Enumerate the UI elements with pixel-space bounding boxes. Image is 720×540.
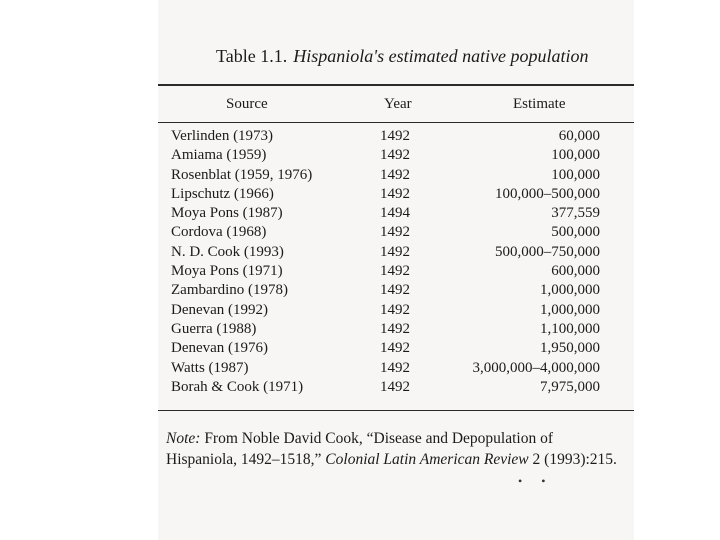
table-row	[158, 204, 634, 223]
year-cell: 1492	[380, 359, 410, 376]
estimate-cell: 1,100,000	[540, 320, 600, 337]
table-row	[158, 166, 634, 185]
year-cell: 1492	[380, 185, 410, 202]
source-cell: Moya Pons (1971)	[171, 263, 283, 280]
year-cell: 1492	[380, 166, 410, 183]
table-row	[158, 146, 634, 165]
estimate-cell: 100,000	[551, 166, 600, 183]
note-text-end: 2 (1993):215.	[528, 451, 617, 468]
table-note	[166, 428, 626, 470]
table-body	[158, 127, 634, 397]
source-cell: Denevan (1976)	[171, 340, 269, 357]
source-cell: Moya Pons (1987)	[171, 205, 283, 222]
year-cell: 1492	[380, 147, 410, 164]
source-cell: Verlinden (1973)	[171, 128, 274, 144]
estimate-cell: 7,975,000	[540, 378, 600, 395]
estimate-cell: 1,950,000	[540, 340, 600, 357]
estimate-cell: 377,559	[551, 205, 600, 222]
year-cell: 1492	[380, 263, 410, 280]
header-rule	[158, 122, 634, 123]
table-row	[158, 301, 634, 320]
table-row	[158, 127, 634, 146]
estimate-cell: 100,000–500,000	[495, 185, 600, 202]
estimate-cell: 1,000,000	[540, 282, 600, 299]
table-row	[158, 281, 634, 300]
table-row	[158, 185, 634, 204]
column-header-source: Source	[226, 96, 268, 112]
source-cell: Lipschutz (1966)	[171, 185, 274, 202]
note-label: Note:	[166, 430, 201, 447]
table-row	[158, 359, 634, 378]
source-cell: Guerra (1988)	[171, 320, 257, 337]
year-cell: 1492	[380, 320, 410, 337]
book-page	[158, 0, 634, 540]
estimate-cell: 1,000,000	[540, 301, 600, 318]
estimate-cell: 500,000–750,000	[495, 243, 600, 260]
year-cell: 1492	[380, 340, 410, 357]
print-specks: • •	[518, 474, 554, 488]
table-row	[158, 262, 634, 281]
year-cell: 1494	[380, 205, 410, 222]
source-cell: Amiama (1959)	[171, 147, 267, 164]
source-cell: N. D. Cook (1993)	[171, 243, 284, 260]
source-cell: Rosenblat (1959, 1976)	[171, 166, 313, 183]
year-cell: 1492	[380, 128, 410, 144]
source-cell: Borah & Cook (1971)	[171, 378, 304, 395]
estimate-cell: 100,000	[551, 147, 600, 164]
source-cell: Cordova (1968)	[171, 224, 267, 241]
bottom-rule	[158, 410, 634, 411]
table-row	[158, 223, 634, 242]
year-cell: 1492	[380, 301, 410, 318]
table-row	[158, 243, 634, 262]
source-cell: Watts (1987)	[171, 359, 249, 376]
estimate-cell: 60,000	[558, 128, 600, 144]
year-cell: 1492	[380, 282, 410, 299]
estimate-cell: 500,000	[551, 224, 600, 241]
column-header-year: Year	[384, 96, 412, 112]
table-label: Table 1.1.	[216, 46, 288, 66]
source-cell: Denevan (1992)	[171, 301, 269, 318]
estimate-cell: 600,000	[551, 263, 600, 280]
table-row	[158, 339, 634, 358]
year-cell: 1492	[380, 243, 410, 260]
year-cell: 1492	[380, 224, 410, 241]
note-text: From Noble David Cook, “Disease and Depopulation of Hispaniola, 1492–1518,”	[166, 430, 553, 468]
table-caption	[216, 46, 589, 67]
table-title: Hispaniola's estimated native population	[293, 46, 589, 66]
estimate-cell: 3,000,000–4,000,000	[472, 359, 600, 376]
source-cell: Zambardino (1978)	[171, 282, 289, 299]
note-journal: Colonial Latin American Review	[325, 451, 529, 468]
table-row	[158, 320, 634, 339]
top-rule	[158, 84, 634, 86]
table-row	[158, 378, 634, 397]
column-header-estimate: Estimate	[513, 96, 566, 112]
year-cell: 1492	[380, 378, 410, 395]
